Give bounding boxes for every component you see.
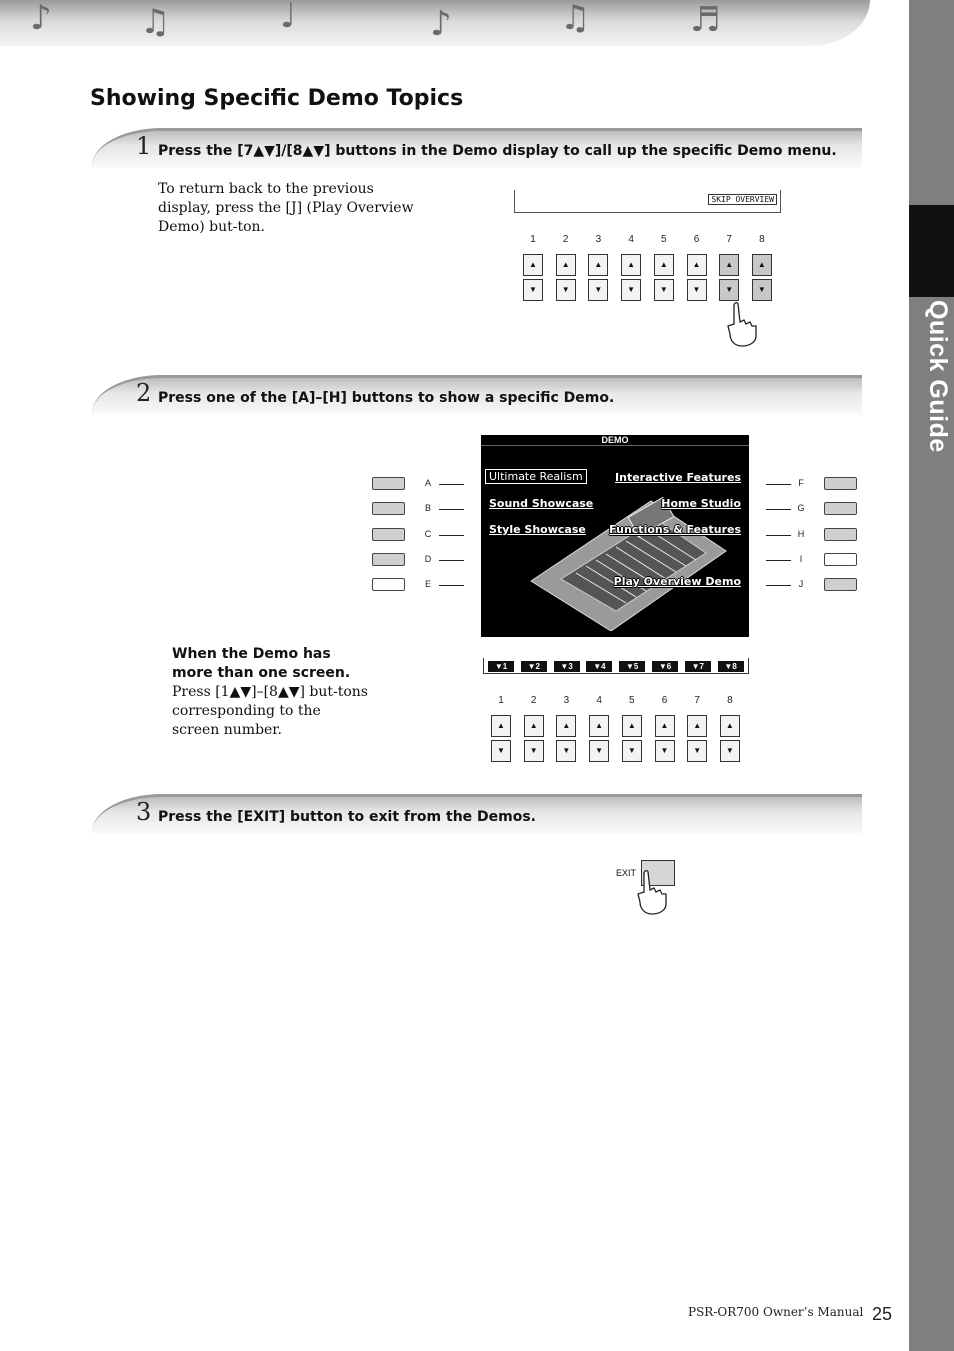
connector-line <box>766 484 791 485</box>
updown-button-3 <box>556 715 576 763</box>
number-buttons-row-2 <box>491 695 751 765</box>
page-tab-1[interactable]: ▼1 <box>488 661 514 672</box>
updown-button-8 <box>752 254 772 302</box>
demo-item-ultimate-realism[interactable]: Ultimate Realism <box>485 469 587 484</box>
music-note-icon: ♫ <box>560 0 591 38</box>
note-title: When the Demo has more than one screen. <box>172 646 351 681</box>
panel-button-d[interactable] <box>372 553 405 566</box>
step-2-instruction: Press one of the [A]–[H] buttons to show a specific Demo. <box>158 390 615 406</box>
lcd-strip <box>514 190 781 213</box>
button-number-label: 7 <box>726 234 732 245</box>
down-button-3[interactable]: ▼ <box>588 279 608 301</box>
up-button-4[interactable]: ▲ <box>621 254 641 276</box>
updown-button-5 <box>654 254 674 302</box>
down-button-5[interactable]: ▼ <box>622 740 642 762</box>
page-tab-3[interactable]: ▼3 <box>554 661 580 672</box>
updown-button-3 <box>588 254 608 302</box>
demo-screen-title: DEMO <box>481 435 749 446</box>
step-1-number: 1 <box>136 132 152 160</box>
demo-item-functions-features[interactable]: Functions & Features <box>609 523 741 536</box>
updown-button-1 <box>523 254 543 302</box>
note-body: Press [1▲▼]–[8▲▼] but-tons corresponding to the screen number. <box>172 684 368 738</box>
up-button-1[interactable]: ▲ <box>523 254 543 276</box>
music-note-icon: ♪ <box>430 4 452 44</box>
sidebar <box>909 0 954 1351</box>
panel-button-g[interactable] <box>824 502 857 515</box>
button-number-label: 2 <box>562 234 569 245</box>
panel-button-label: B <box>424 503 431 514</box>
sidebar-label: Quick Guide <box>924 300 952 453</box>
updown-button-2 <box>524 715 544 763</box>
music-note-icon: ♬ <box>690 0 721 40</box>
music-note-icon: ♫ <box>140 2 171 42</box>
updown-button-4 <box>589 715 609 763</box>
down-button-1[interactable]: ▼ <box>523 279 543 301</box>
up-button-5[interactable]: ▲ <box>654 254 674 276</box>
updown-button-1 <box>491 715 511 763</box>
music-note-icon: ♪ <box>30 0 52 38</box>
panel-button-i[interactable] <box>824 553 857 566</box>
connector-line <box>766 560 791 561</box>
panel-button-label: A <box>424 478 431 488</box>
connector-line <box>766 535 791 536</box>
down-button-6[interactable]: ▼ <box>655 740 675 762</box>
header-banner <box>0 0 870 46</box>
button-number-label: 3 <box>563 695 570 706</box>
button-number-label: 4 <box>596 695 602 706</box>
down-button-7[interactable]: ▼ <box>687 740 707 762</box>
pressing-hand-icon <box>634 868 670 916</box>
button-number-label: 6 <box>693 234 700 245</box>
updown-button-7 <box>687 715 707 763</box>
panel-button-h[interactable] <box>824 528 857 541</box>
connector-line <box>439 560 464 561</box>
demo-item-play-overview[interactable]: Play Overview Demo <box>613 575 741 588</box>
button-number-label: 2 <box>530 695 537 706</box>
down-button-8[interactable]: ▼ <box>720 740 740 762</box>
demo-item-interactive-features[interactable]: Interactive Features <box>615 471 741 484</box>
down-button-5[interactable]: ▼ <box>654 279 674 301</box>
button-number-label: 3 <box>595 234 602 245</box>
panel-button-label: D <box>424 553 432 564</box>
step-1-instruction: Press the [7▲▼]/[8▲▼] buttons in the Demo display to call up the specific Demo menu. <box>158 143 837 159</box>
up-button-2[interactable]: ▲ <box>556 254 576 276</box>
down-button-7[interactable]: ▼ <box>719 279 739 301</box>
number-buttons-row-1 <box>523 234 783 304</box>
updown-button-6 <box>687 254 707 302</box>
panel-button-e[interactable] <box>372 578 405 591</box>
up-button-8[interactable]: ▲ <box>720 715 740 737</box>
step-2-number: 2 <box>136 379 152 407</box>
up-button-1[interactable]: ▲ <box>491 715 511 737</box>
panel-button-label: I <box>799 553 803 564</box>
down-button-1[interactable]: ▼ <box>491 740 511 762</box>
button-number-label: 5 <box>629 695 635 706</box>
down-button-6[interactable]: ▼ <box>687 279 707 301</box>
panel-button-b[interactable] <box>372 502 405 515</box>
exit-label: EXIT <box>616 868 637 878</box>
connector-line <box>439 509 464 510</box>
demo-item-style-showcase[interactable]: Style Showcase <box>489 523 586 536</box>
down-button-3[interactable]: ▼ <box>556 740 576 762</box>
up-button-6[interactable]: ▲ <box>655 715 675 737</box>
connector-line <box>439 484 464 485</box>
down-button-4[interactable]: ▼ <box>589 740 609 762</box>
button-number-label: 1 <box>498 695 504 706</box>
page-tab-6[interactable]: ▼6 <box>652 661 678 672</box>
panel-button-label: G <box>797 503 805 514</box>
connector-line <box>439 585 464 586</box>
up-button-3[interactable]: ▲ <box>588 254 608 276</box>
updown-button-7 <box>719 254 739 302</box>
page-tab-2[interactable]: ▼2 <box>521 661 547 672</box>
down-button-2[interactable]: ▼ <box>556 279 576 301</box>
panel-button-a[interactable] <box>372 477 405 490</box>
manual-title: PSR-OR700 Owner’s Manual <box>688 1305 864 1319</box>
up-button-3[interactable]: ▲ <box>556 715 576 737</box>
page-tab-7[interactable]: ▼7 <box>685 661 711 672</box>
page-tab-strip <box>483 658 749 674</box>
updown-button-2 <box>556 254 576 302</box>
connector-line <box>766 585 791 586</box>
up-button-2[interactable]: ▲ <box>524 715 544 737</box>
up-button-8[interactable]: ▲ <box>752 254 772 276</box>
updown-button-4 <box>621 254 641 302</box>
step-1-description: To return back to the previous display, press the [J] (Play Overview Demo) but-ton. <box>158 181 414 235</box>
music-note-icon: ♩ <box>280 0 297 36</box>
button-number-label: 5 <box>661 234 667 245</box>
up-button-7[interactable]: ▲ <box>719 254 739 276</box>
up-button-5[interactable]: ▲ <box>622 715 642 737</box>
down-button-4[interactable]: ▼ <box>621 279 641 301</box>
pressing-hand-icon <box>724 300 760 348</box>
button-number-label: 8 <box>759 234 765 245</box>
demo-item-home-studio[interactable]: Home Studio <box>661 497 741 510</box>
down-button-2[interactable]: ▼ <box>524 740 544 762</box>
page-number: 25 <box>872 1304 893 1324</box>
keyboard-illustration <box>521 461 731 631</box>
panel-button-label: H <box>797 528 805 539</box>
up-button-6[interactable]: ▲ <box>687 254 707 276</box>
button-number-label: 4 <box>628 234 634 245</box>
up-button-7[interactable]: ▲ <box>687 715 707 737</box>
demo-screen <box>481 435 749 637</box>
page-title: Showing Specific Demo Topics <box>90 86 464 111</box>
connector-line <box>439 535 464 536</box>
page-tab-4[interactable]: ▼4 <box>586 661 612 672</box>
button-number-label: 1 <box>530 234 536 245</box>
panel-button-label: C <box>424 528 432 539</box>
down-button-8[interactable]: ▼ <box>752 279 772 301</box>
step-3-instruction: Press the [EXIT] button to exit from the Demos. <box>158 809 536 825</box>
panel-button-c[interactable] <box>372 528 405 541</box>
step-2-note <box>172 645 372 740</box>
connector-line <box>766 509 791 510</box>
button-number-label: 6 <box>661 695 668 706</box>
button-number-label: 8 <box>727 695 733 706</box>
step-3-number: 3 <box>136 798 152 826</box>
panel-button-j[interactable] <box>824 578 857 591</box>
updown-button-5 <box>622 715 642 763</box>
button-number-label: 7 <box>694 695 700 706</box>
up-button-4[interactable]: ▲ <box>589 715 609 737</box>
updown-button-8 <box>720 715 740 763</box>
demo-item-sound-showcase[interactable]: Sound Showcase <box>489 497 594 510</box>
page-tab-5[interactable]: ▼5 <box>619 661 645 672</box>
skip-overview-label: SKIP OVERVIEW <box>708 194 777 205</box>
panel-button-f[interactable] <box>824 477 857 490</box>
updown-button-6 <box>655 715 675 763</box>
panel-button-label: F <box>798 478 804 488</box>
panel-button-label: E <box>424 579 431 590</box>
page-tab-8[interactable]: ▼8 <box>718 661 744 672</box>
sidebar-tab-marker <box>909 205 954 297</box>
panel-button-label: J <box>798 579 804 590</box>
